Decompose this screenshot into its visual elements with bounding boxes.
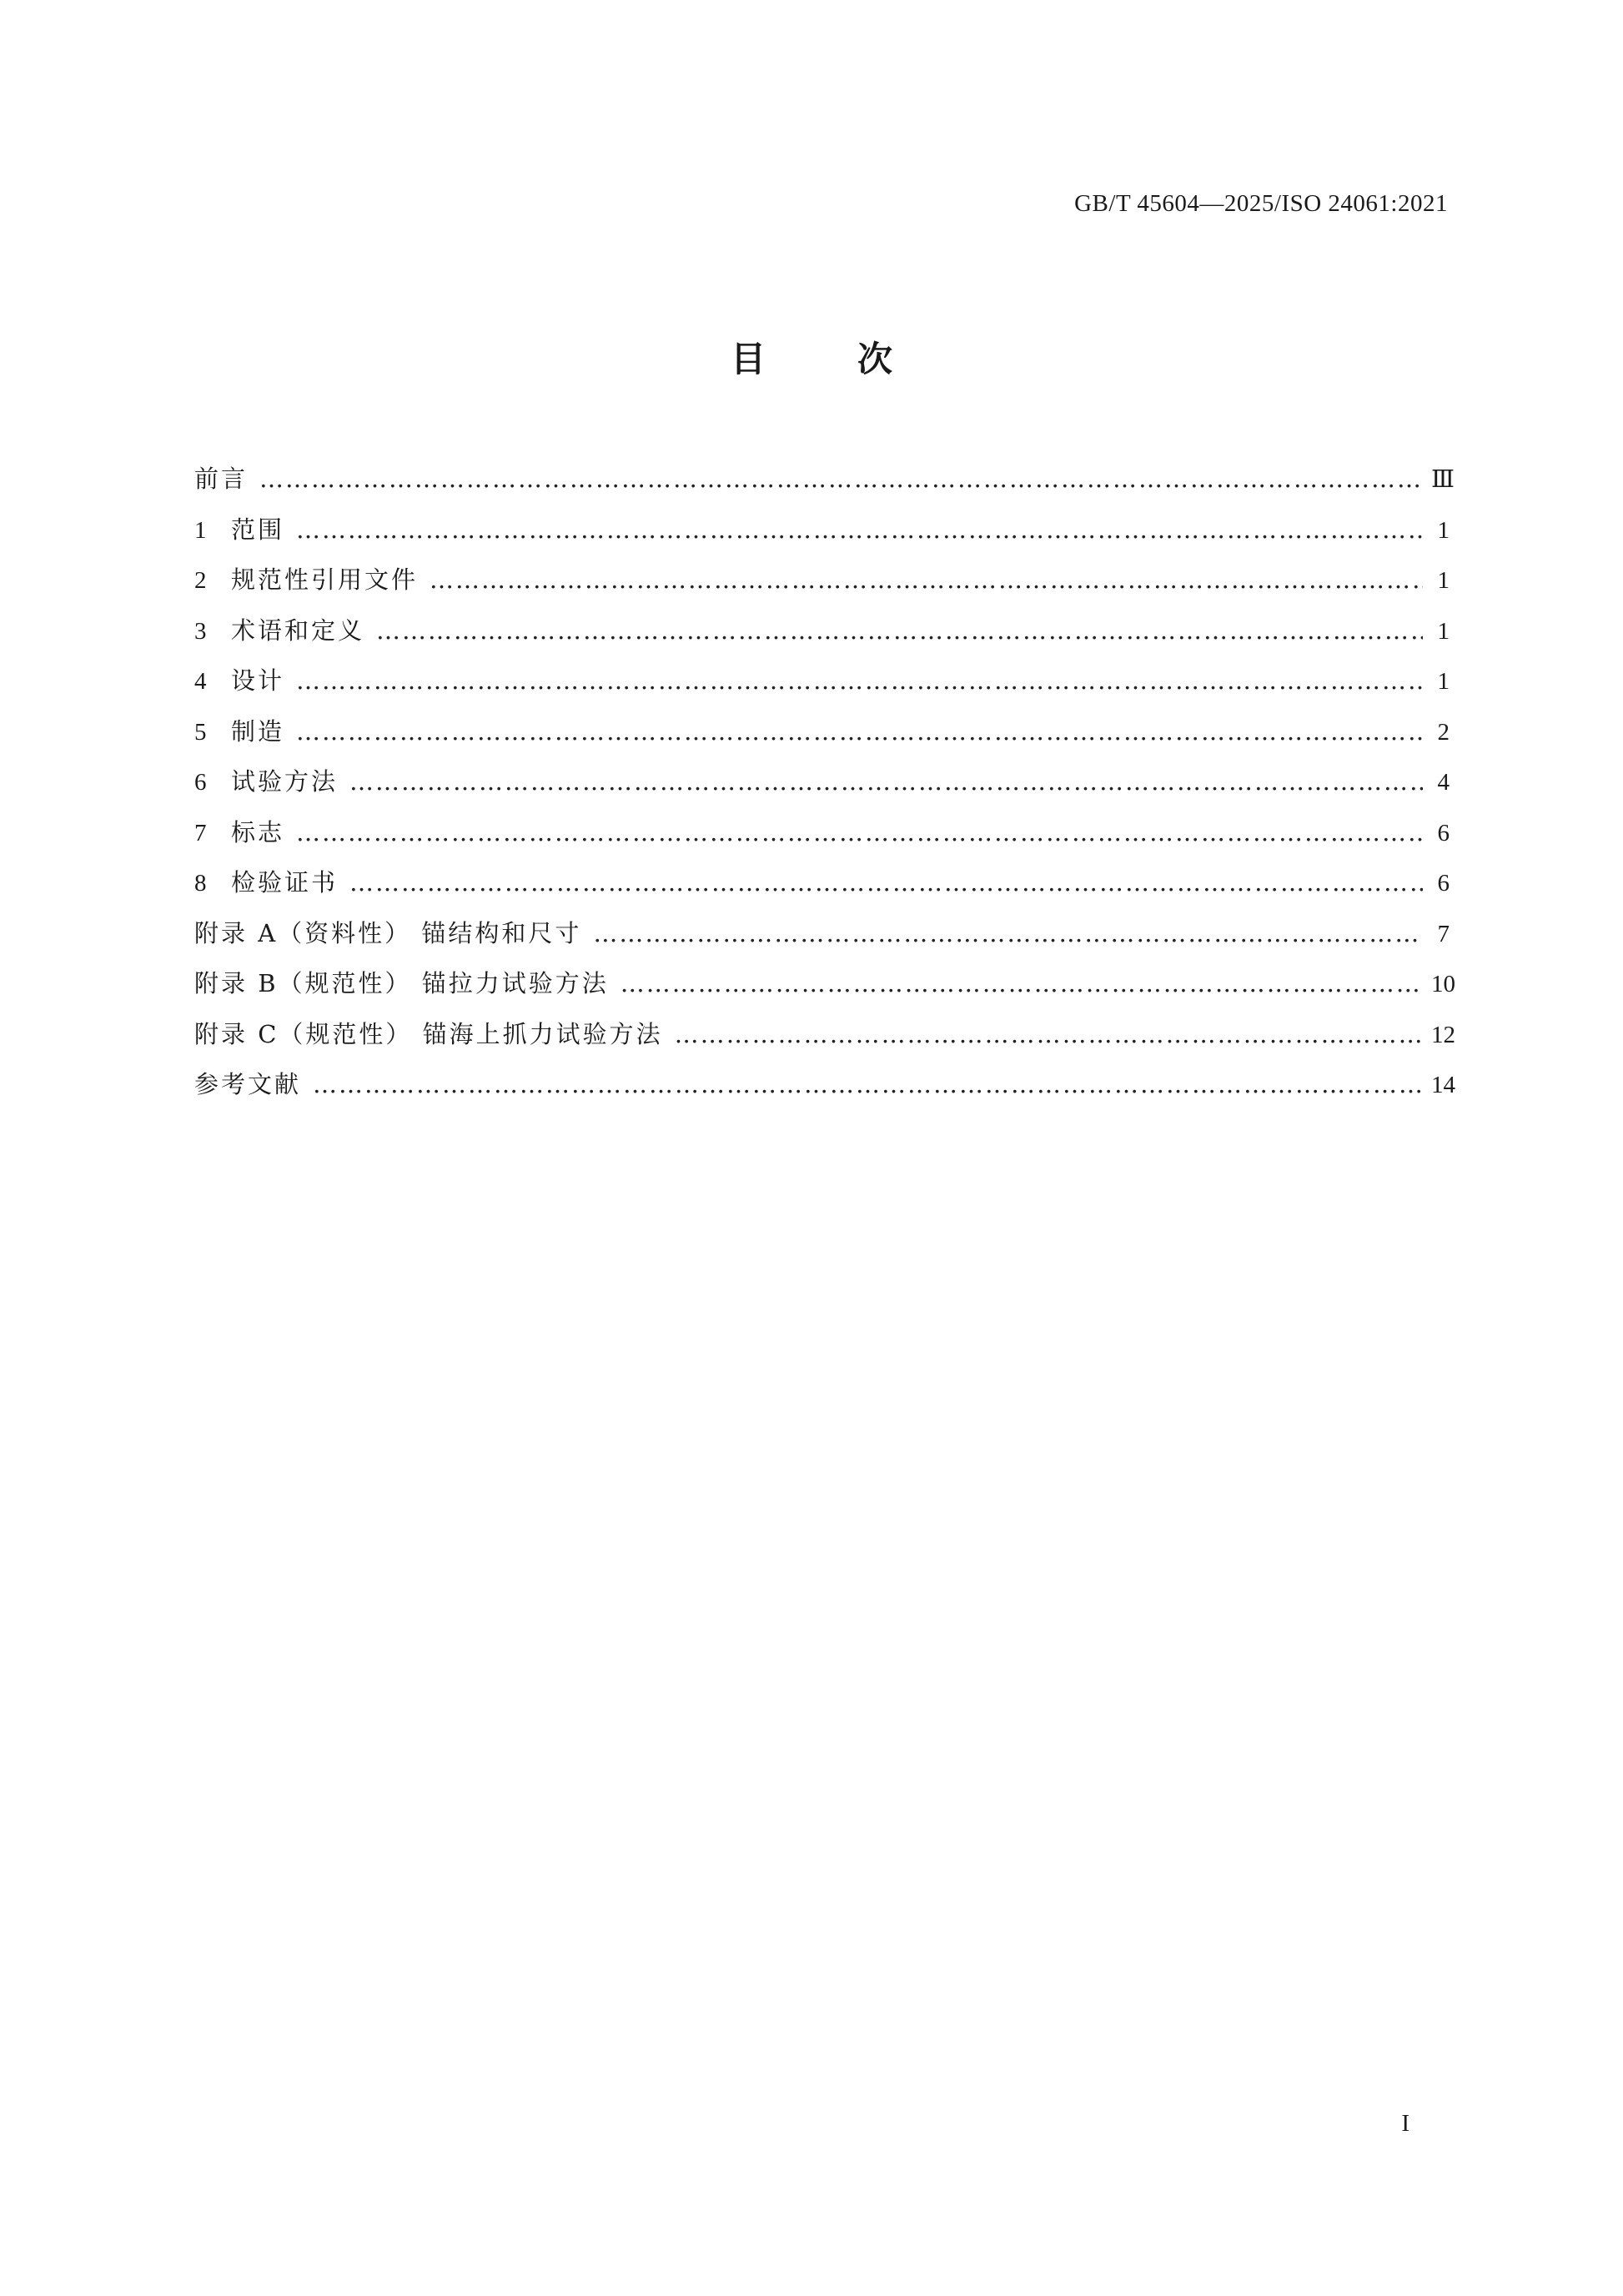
toc-entry-label: 1 范围 [194,513,284,547]
toc-entry-page: 1 [1437,516,1450,544]
toc-entry-marking[interactable] [194,816,1450,867]
toc-entry-page: 6 [1437,870,1450,897]
toc-entry-label: 4 设计 [194,664,284,698]
toc-entry-label: 附录 B（规范性） 锚拉力试验方法 [194,969,609,997]
toc-entry-page: 1 [1437,567,1450,594]
toc-entry-terms-definitions[interactable] [194,614,1450,665]
toc-leader-dots [675,1017,1423,1051]
toc-entry-number: 5 [194,718,207,746]
toc-entry-inspection-certificate[interactable] [194,866,1450,917]
toc-entry-manufacture[interactable] [194,715,1450,766]
toc-entry-number: 8 [194,870,207,897]
toc-entry-number: 1 [194,516,207,544]
toc-entry-page: 6 [1437,819,1450,847]
toc-entry-page: 1 [1437,617,1450,645]
toc-leader-dots [349,765,1423,798]
toc-entry-label: 附录 C（规范性） 锚海上抓力试验方法 [194,1019,663,1048]
toc-leader-dots [296,816,1423,849]
toc-leader-dots [430,563,1423,596]
page-number: I [1401,2110,1409,2137]
toc-leader-dots [313,1068,1423,1101]
toc-entry-label: 参考文献 [194,1070,302,1098]
toc-entry-number: 7 [194,819,207,847]
toc-entry-annex-c[interactable] [194,1017,1455,1068]
toc-leader-dots [621,967,1423,1000]
toc-leader-dots [349,866,1423,899]
toc-entry-label: 前言 [194,465,249,493]
toc-entry-design[interactable] [194,664,1450,715]
toc-entry-number: 3 [194,617,207,645]
toc-title-char-1: 目 [730,339,766,379]
toc-leader-dots [296,513,1423,546]
toc-entry-number: 4 [194,668,207,695]
toc-leader-dots [259,462,1423,495]
toc-entry-page: 7 [1437,920,1450,947]
toc-entry-label: 8 检验证书 [194,866,338,900]
toc-title [0,332,1623,382]
toc-entry-label: 7 标志 [194,816,284,850]
toc-entry-label: 6 试验方法 [194,765,338,799]
toc-leader-dots [296,664,1423,697]
toc-entry-page: Ⅲ [1431,466,1455,493]
toc-entry-number: 2 [194,567,207,594]
toc-entry-scope[interactable] [194,513,1450,564]
standard-number-header: GB/T 45604—2025/ISO 24061:2021 [1074,190,1448,217]
toc-entry-bibliography[interactable] [194,1068,1455,1118]
toc-entry-foreword[interactable] [194,462,1455,513]
toc-leader-dots [593,917,1423,950]
toc-entry-page: 10 [1431,971,1455,997]
toc-entry-test-methods[interactable] [194,765,1450,816]
toc-entry-page: 1 [1437,668,1450,695]
toc-entry-annex-a[interactable] [194,917,1450,967]
toc-entry-label: 3 术语和定义 [194,614,364,648]
toc-entry-page: 14 [1431,1072,1455,1098]
toc-entry-normative-references[interactable] [194,563,1450,614]
toc-entry-label: 2 规范性引用文件 [194,563,418,597]
toc-leader-dots [296,715,1423,748]
toc-entry-number: 6 [194,769,207,796]
toc-entry-label: 5 制造 [194,715,284,749]
toc-list [194,462,1455,1118]
toc-leader-dots [376,614,1423,647]
toc-title-char-2: 次 [857,339,893,379]
toc-entry-annex-b[interactable] [194,967,1455,1017]
toc-entry-label: 附录 A（资料性） 锚结构和尺寸 [194,918,582,947]
toc-entry-page: 2 [1437,718,1450,746]
toc-entry-page: 4 [1437,769,1450,796]
toc-entry-page: 12 [1431,1021,1455,1048]
